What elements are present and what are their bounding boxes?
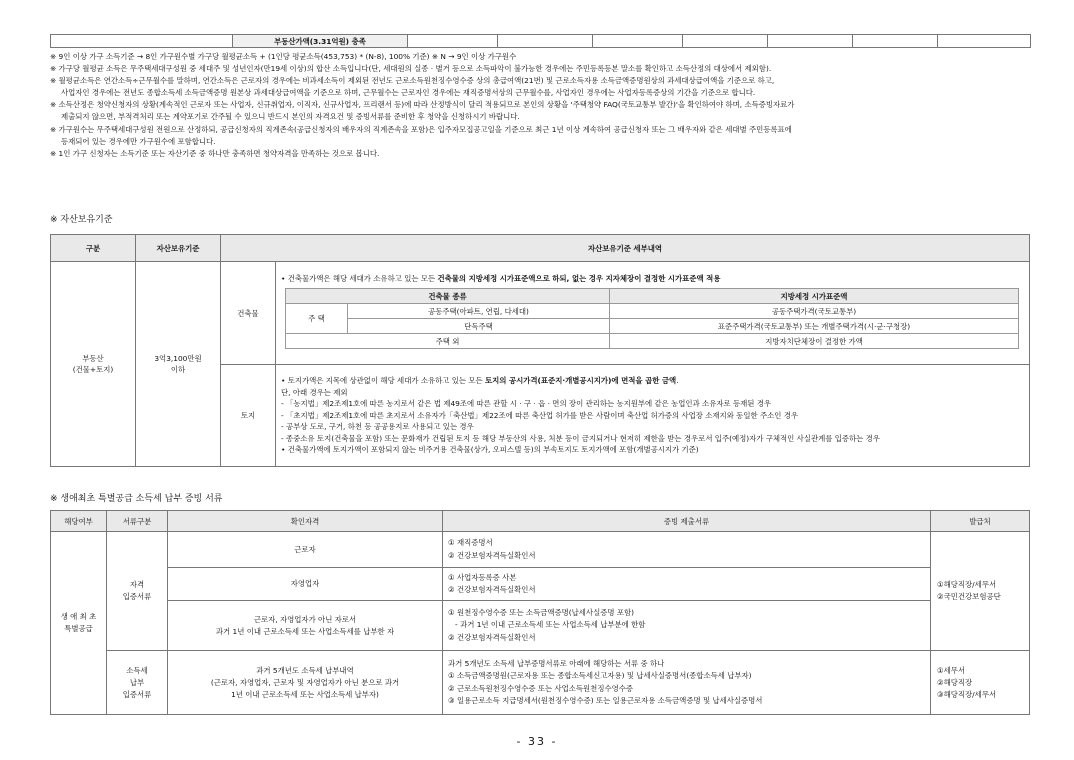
target-cell bbox=[51, 532, 107, 715]
tax-group-line: 입증서류 bbox=[122, 689, 152, 699]
land-label: 토지 bbox=[221, 365, 276, 467]
qualification-line: 근로자 bbox=[294, 544, 316, 554]
land-note bbox=[281, 375, 1024, 387]
document-line: ① 사업자등록증 사본 bbox=[448, 572, 517, 582]
qual-group-line: 입증서류 bbox=[122, 592, 152, 601]
documents-cell bbox=[443, 651, 931, 715]
asset-section-title: ※ 자산보유기준 bbox=[50, 215, 113, 225]
issuer-cell bbox=[931, 532, 1030, 651]
docs-section-title: ※ 생애최초 특별공급 소득세 납부 증빙 서류 bbox=[50, 494, 223, 504]
header-documents: 증빙 제출서류 bbox=[443, 511, 931, 532]
document-line: ② 건강보험자격득실확인서 bbox=[448, 632, 536, 642]
header-detail: 자산보유기준 세부내역 bbox=[221, 235, 1030, 262]
issuer-line: ①세무서 bbox=[937, 665, 966, 675]
building-value-cell: 지방자치단체장이 결정한 가액 bbox=[610, 334, 1019, 349]
target-line: 생 애 최 초 bbox=[60, 612, 97, 621]
note-line: ※ 월평균소득은 연간소득÷근무월수를 말하며, 연간소득은 근로자의 경우에는 비과세소득이 제외된 전년도 근로소득원천징수영수증 상의 총급여액(21번) 및 근로소득자용 소득금액증명원상의 과세대상급여액을 기준으로 하고, bbox=[50, 76, 775, 86]
documents-cell bbox=[443, 568, 931, 601]
tax-group-cell bbox=[107, 651, 168, 715]
category-cell bbox=[51, 262, 136, 467]
issuer-line: ①해당직장/세무서 bbox=[937, 580, 997, 589]
land-line: - 「초지법」제2조제1호에 따른 초지로서 소유자가「축산법」제22조에 따른 축산업 허가를 받은 사람이며 축산업 허가증의 사업장 소재지와 동일한 주소인 경우 bbox=[281, 410, 798, 420]
note-line: 등재되어 있는 경우에만 가구원수에 포함합니다. bbox=[61, 136, 216, 146]
document-line: - 과거 1년 이내 근로소득세 또는 사업소득세 납부분에 한함 bbox=[448, 620, 646, 630]
land-line: - 종중소유 토지(건축물을 포함) 또는 문화재가 건립된 토지 등 해당 부동산의 사용, 처분 등이 금지되거나 현저히 제한을 받는 경우로서 입주(예정)자가 구체적인 사실관계를 입증하는 경우 bbox=[281, 433, 880, 443]
issuer-line: ②해당직장 bbox=[937, 677, 973, 687]
document-page bbox=[50, 34, 1030, 705]
document-line: ② 근로소득원천징수영수증 또는 사업소득원천징수영수증 bbox=[448, 683, 634, 693]
land-note-text: • 토지가액은 지목에 상관없이 해당 세대가 소유하고 있는 모든 bbox=[281, 376, 485, 386]
qual-group-line: 자격 bbox=[129, 580, 145, 589]
building-note-bold: 건축물의 지방세정 시가표준액으로 하되, 없는 경우 지자체장이 결정한 시가표준액 적용 bbox=[437, 274, 721, 283]
documents-cell bbox=[443, 601, 931, 651]
building-value-cell: 공동주택가격(국토교통부) bbox=[610, 304, 1019, 319]
header-doc-type: 서류구분 bbox=[107, 511, 168, 532]
land-line: 단, 아래 경우는 제외 bbox=[281, 387, 348, 397]
issuer-line: ②국민건강보험공단 bbox=[937, 592, 1001, 601]
header-issuer: 발급처 bbox=[931, 511, 1030, 532]
building-type-cell: 단독주택 bbox=[348, 319, 610, 334]
tax-group-line: 납부 bbox=[129, 677, 145, 687]
property-value-label: 부동산가액(3.31억원) 충족 bbox=[233, 35, 408, 48]
header-qualification: 확인자격 bbox=[168, 511, 443, 532]
inner-header-value: 지방세정 시가표준액 bbox=[610, 289, 1019, 304]
asset-criteria-table bbox=[50, 234, 1030, 467]
issuer-cell bbox=[931, 651, 1030, 715]
note-line: ※ 1인 가구 신청자는 소득기준 또는 자산기준 중 하나만 충족하면 청약자격을 만족하는 것으로 봅니다. bbox=[50, 148, 380, 158]
document-line: ② 건강보험자격득실확인서 bbox=[448, 550, 536, 560]
land-line: • 건축물가액에 토지가액이 포함되지 않는 비주거용 건축물(상가, 오피스텔 등)의 부속토지도 토지가액에 포함(개별공시지가 기준) bbox=[281, 445, 699, 455]
header-criterion: 자산보유기준 bbox=[136, 235, 221, 262]
qualification-cell bbox=[168, 532, 443, 568]
land-line: - 「농지법」제2조제1호에 따른 농지로서 같은 법 제49조에 따른 관할 시 · 구 · 읍 · 면의 장이 관리하는 농지원부에 같은 농업인과 소유자로 등재된 경우 bbox=[281, 399, 772, 409]
target-line: 특별공급 bbox=[64, 624, 93, 633]
land-note-end: . bbox=[676, 376, 679, 386]
inner-header-type: 건축물 종류 bbox=[286, 289, 610, 304]
criterion-line: 3억3,100만원 bbox=[154, 354, 202, 363]
qualification-line: 근로자, 자영업자가 아닌 자로서 bbox=[253, 614, 357, 624]
qualification-cell bbox=[168, 651, 443, 715]
building-detail bbox=[276, 262, 1030, 365]
building-type-cell: 주택 외 bbox=[286, 334, 610, 349]
qual-group-cell bbox=[107, 532, 168, 651]
qualification-line: 자영업자 bbox=[290, 579, 320, 588]
building-type-table bbox=[285, 288, 1019, 349]
note-line: 제출되지 않으면, 부적격처리 또는 계약포기로 간주될 수 있으니 반드시 본인의 자격요건 및 증빙서류를 준비한 후 청약을 신청하시기 바랍니다. bbox=[61, 112, 520, 122]
document-line: ③ 일용근로소득 지급명세서(원천징수영수증) 또는 일용근로자용 소득금액증명 및 납세사실증명서 bbox=[448, 696, 763, 705]
note-line: ※ 소득산정은 청약신청자의 상황(계속적인 근로자 또는 사업자, 신규취업자, 이직자, 신규사업자, 프리랜서 등)에 따라 산정방식이 달리 적용되므로 본인의 상황을 '주택청약 FAQ(국토교통부 발간)'을 확인하여야 하며, 소득증빙자료가 bbox=[50, 100, 795, 110]
housing-label: 주 택 bbox=[286, 304, 348, 334]
note-line: ※ 9인 이상 가구 소득기준 → 8인 가구원수별 가구당 월평균소득 + (1인당 평균소득(453,753) * (N-8), 100% 기준) ※ N → 9인 이상 가구원수 bbox=[50, 52, 517, 61]
qualification-cell bbox=[168, 601, 443, 651]
category-line: (건물+토지) bbox=[72, 365, 114, 374]
land-detail bbox=[276, 365, 1030, 467]
qualification-line: (근로자, 자영업자, 근로자 및 자영업자가 아닌 분으로 과거 bbox=[210, 677, 400, 687]
criterion-cell bbox=[136, 262, 221, 467]
document-line: ② 건강보험자격득실확인서 bbox=[448, 585, 536, 594]
building-note-text: • 건축물가액은 해당 세대가 소유하고 있는 모든 bbox=[281, 274, 438, 283]
building-value-cell: 표준주택가격(국토교통부) 또는 개별주택가격(시·군·구청장) bbox=[610, 319, 1019, 334]
building-note bbox=[281, 273, 1024, 284]
building-type-cell: 공동주택(아파트, 연립, 다세대) bbox=[348, 304, 610, 319]
documents-cell bbox=[443, 532, 931, 568]
qualification-line: 과거 1년 이내 근로소득세 또는 사업소득세를 납부한 자 bbox=[215, 626, 395, 636]
document-line: ① 재직증명서 bbox=[448, 538, 493, 547]
document-line: ① 소득금액증명원(근로자용 또는 종합소득세신고자용) 및 납세사실증명서(종합소득세 납부자) bbox=[448, 671, 752, 680]
document-line: ① 원천징수영수증 또는 소득금액증명(납세사실증명 포함) bbox=[448, 607, 634, 617]
note-line: 사업자인 경우에는 전년도 종합소득세 소득금액증명 원본상 과세대상급여액을 기준으로 하며, 근무월수는 근로자인 경우에는 재직증명서상의 근무월수를, 사업자인 경우에는 사업자등록증상의 기간을 기준으로 합니다. bbox=[61, 88, 756, 98]
header-applicable: 해당여부 bbox=[51, 511, 107, 532]
issuer-line: ③해당직장/세무서 bbox=[937, 689, 997, 699]
land-line: - 공부상 도로, 구거, 하천 등 공공용지로 사용되고 있는 경우 bbox=[281, 422, 474, 432]
tax-proof-table bbox=[50, 510, 1030, 715]
tax-group-line: 소득세 bbox=[126, 665, 148, 675]
qualification-cell bbox=[168, 568, 443, 601]
top-fragment-table bbox=[50, 34, 1031, 48]
qualification-line: 과거 5개년도 소득세 납부내역 bbox=[256, 665, 354, 675]
category-line: 부동산 bbox=[82, 354, 104, 363]
page-number: - 33 - bbox=[516, 735, 558, 748]
header-category: 구분 bbox=[51, 235, 136, 262]
note-line: ※ 가구원수는 무주택세대구성원 전원으로 산정하되, 공급신청자의 직계존속(공급신청자의 배우자의 직계존속을 포함)은 입주자모집공고일을 기준으로 최근 1년 이상 계속하여 공급신청자 또는 그 배우자와 같은 세대별 주민등록표에 bbox=[50, 124, 792, 134]
income-notes bbox=[50, 51, 1030, 160]
building-label: 건축물 bbox=[221, 262, 276, 365]
document-line: 과거 5개년도 소득세 납부증명서류로 아래에 해당하는 서류 중 하나 bbox=[448, 658, 665, 668]
note-line: ※ 가구당 월평균 소득은 무주택세대구성원 중 세대주 및 성년인자(만19세 이상)의 합산 소득입니다(단, 세대원의 실종 · 별거 등으로 소득파악이 불가능한 경우에는 주민등록등본 말소를 확인하고 소득산정의 대상에서 제외함). bbox=[50, 64, 772, 74]
land-note-bold: 토지의 공시가격(표준지·개별공시지가)에 면적을 곱한 금액 bbox=[485, 376, 677, 386]
criterion-line: 이하 bbox=[170, 365, 186, 374]
qualification-line: 1년 이내 근로소득세 또는 사업소득세 납부자) bbox=[231, 689, 379, 699]
